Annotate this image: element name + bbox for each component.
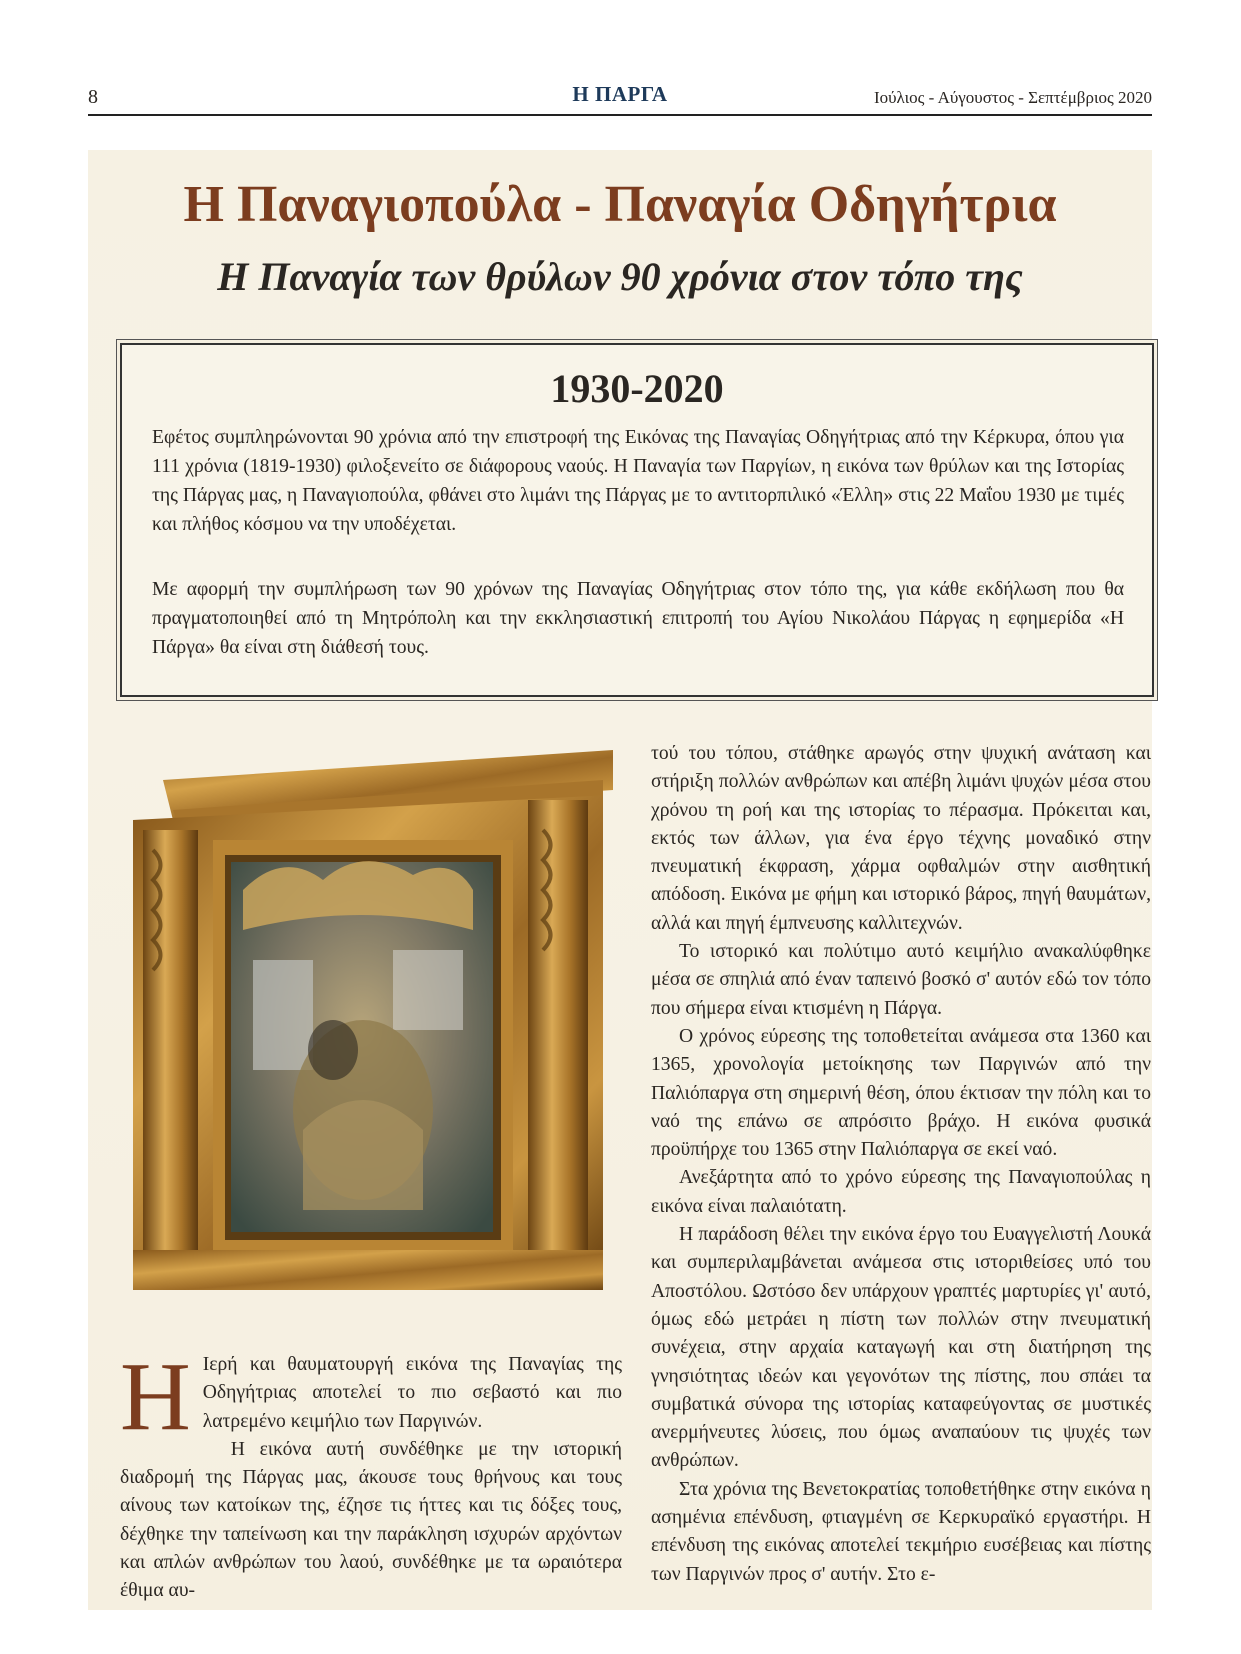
page-number: 8 — [88, 86, 98, 108]
right-paragraph-5: Η παράδοση θέλει την εικόνα έργο του Ευαγγελιστή Λουκά και συμπεριλαμβάνεται ανάμεσα στις ιστοριθείσες υπό του Αποστόλου. Ωστόσο δεν υπάρχουν γραπτές μαρτυρίες γι' αυτό, όμως εδώ μετράει η πίστη των πολλών στην πνευματική συνέχεια, στην αρχαία καταγωγή και στη διατήρηση της γνησιότητας ιδεών και γεγονότων της πίστης, που σπάει τα συμβατικά σύνορα της ιστορίας καταφεύγοντας σε μυστικές ανερμήνευτες λύσεις, που όμως αναπαύουν τις ψυχές των ανθρώπων. — [651, 1224, 1151, 1472]
right-paragraph-2: Το ιστορικό και πολύτιμο αυτό κειμήλιο ανακαλύφθηκε μέσα σε σπηλιά από έναν ταπεινό βοσκό σ' αυτόν εδώ τον τόπο που σήμερα είναι κτισμένη η Πάργα. — [651, 941, 1151, 1019]
drop-cap: Η — [120, 1343, 191, 1451]
box-paragraph-1: Εφέτος συμπληρώνονται 90 χρόνια από την επιστροφή της Εικόνας της Παναγίας Οδηγήτριας από την Κέρκυρα, όπου για 111 χρόνια (1819-1930) φιλοξενείτο σε διάφορους ναούς. Η Παναγία των Παργίων, η εικόνα των θρύλων και της Ιστορίας της Πάργας μας, η Παναγιοπούλα, φθάνει στο λιμάνι της Πάργας με το αντιτορπιλικό «Έλλη» στις 22 Μαΐου 1930 με τιμές και πλήθος κόσμου να την υποδέχεται. — [152, 427, 1124, 535]
right-paragraph-1: τού του τόπου, στάθηκε αρωγός στην ψυχική ανάταση και στήριξη πολλών ανθρώπων και απέβη λιμάνι ψυχών μέσα στου χρόνου τη ροή και της ιστορίας το πέρασμα. Πρόκειται και, εκτός των άλλων, για ένα έργο τέχνης μοναδικό στην πνευματική έκφραση, χάρμα οφθαλμών στην αισθητική απόδοση. Εικόνα με φήμη και ιστορικό βάρος, πηγή θαυμάτων, αλλά και πηγή έμπνευσης καλλιτεχνών. — [651, 743, 1151, 934]
right-paragraph-4: Ανεξάρτητα από το χρόνο εύρεσης της Παναγιοπούλας η εικόνα είναι παλαιότατη. — [651, 1167, 1151, 1217]
anniversary-years: 1930-2020 — [550, 366, 724, 411]
page-header — [88, 82, 1152, 112]
right-column — [651, 740, 1151, 1589]
left-paragraph: Η εικόνα αυτή συνδέθηκε με την ιστορική διαδρομή της Πάργας μας, άκουσε τους θρήνους και τους αίνους των κατοίκων της, έζησε τις ήττες και τις δόξες τους, δέχθηκε την ταπείνωση και την παράκληση ισχυρών αρχόντων και απλών ανθρώπων του λαού, συνδέθηκε με τα ωραιότερα έθιμα αυ- — [120, 1438, 622, 1602]
header-divider — [88, 114, 1152, 116]
newspaper-masthead: Η ΠΑΡΓΑ — [572, 82, 668, 106]
icon-photo — [133, 750, 613, 1298]
issue-date: Ιούλιος - Αύγουστος - Σεπτέμβριος 2020 — [873, 88, 1152, 107]
box-paragraph-2: Με αφορμή την συμπλήρωση των 90 χρόνων της Παναγίας Οδηγήτριας στον τόπο της, για κάθε εκδήλωση που θα πραγματοποιηθεί από τη Μητρόπολη και την εκκλησιαστική επιτροπή του Αγίου Νικολάου Πάργας η εφημερίδα «Η Πάργα» θα είναι στη διάθεσή τους. — [152, 579, 1124, 658]
left-intro: Ιερή και θαυματουργή εικόνα της Παναγίας της Οδηγήτριας αποτελεί το πιο σεβαστό και πιο λατρεμένο κειμήλιο των Παργινών. — [202, 1354, 622, 1432]
article-subtitle: Η Παναγία των θρύλων 90 χρόνια στον τόπο της — [217, 254, 1023, 299]
left-column — [120, 1343, 622, 1606]
right-paragraph-6: Στα χρόνια της Βενετοκρατίας τοποθετήθηκε στην εικόνα η ασημένια επένδυση, φτιαγμένη σε Κερκυραϊκό εργαστήρι. Η επένδυση της εικόνας αποτελεί τεκμήριο ευσέβειας και πίστης των Παργινών προς σ' αυτήν. Στο ε- — [651, 1478, 1151, 1585]
article-title: Η Παναγιοπούλα - Παναγία Οδηγήτρια — [183, 176, 1057, 233]
right-paragraph-3: Ο χρόνος εύρεσης της τοποθετείται ανάμεσα στα 1360 και 1365, χρονολογία μετοίκησης των Παργινών από την Παλιόπαργα στη σημερινή θέση, όπου έκτισαν την πόλη και το ναό της επάνω σε απρόσιτο βράχο. Η εικόνα φυσικά προϋπήρχε του 1365 στην Παλιόπαργα σε εκεί ναό. — [651, 1025, 1151, 1161]
anniversary-box — [120, 343, 1154, 697]
